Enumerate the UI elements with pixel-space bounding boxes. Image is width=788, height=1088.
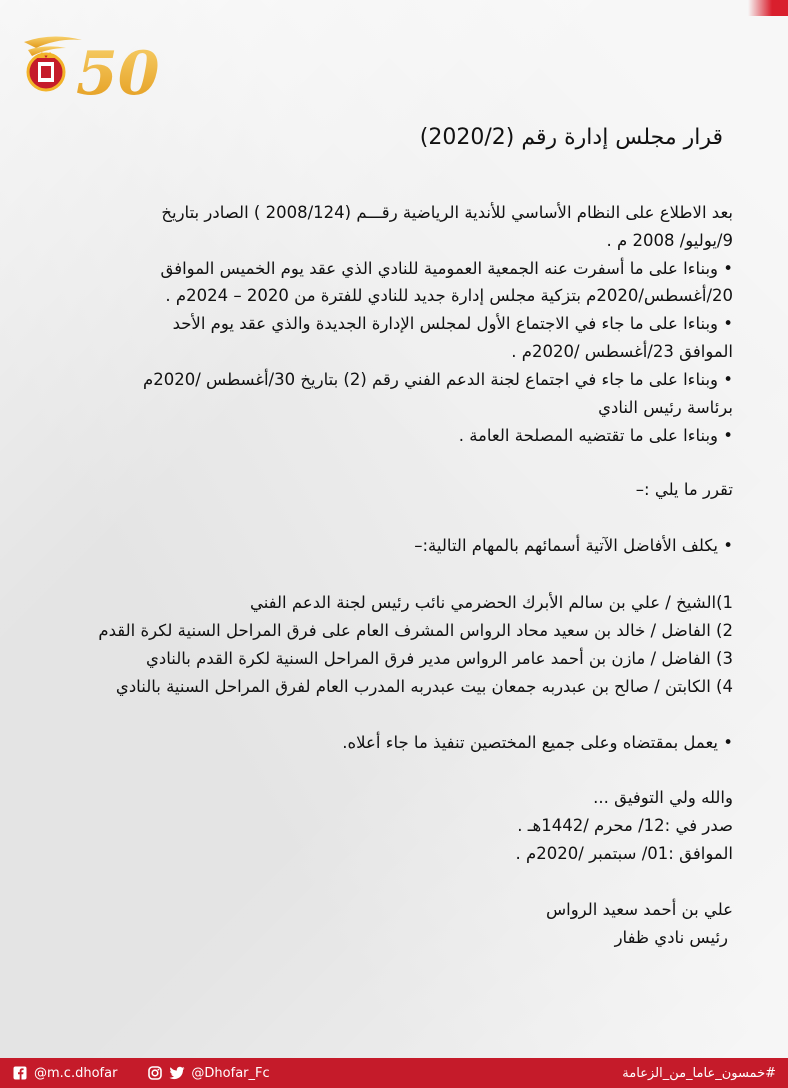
twitter-handle[interactable]: @Dhofar_Fc	[191, 1065, 270, 1081]
facebook-handle[interactable]: @m.c.dhofar	[34, 1065, 118, 1081]
issued-date-gregorian: الموافق :01/ سبتمبر /2020م .	[515, 844, 733, 863]
closing-blessing: والله ولي التوفيق ...	[593, 788, 733, 807]
facebook-icon[interactable]	[12, 1065, 28, 1081]
member-line: 1)الشيخ / علي بن سالم الأبرك الحضرمي نائب رئيس لجنة الدعم الفني	[249, 593, 733, 612]
preamble-line: • وبناءا على ما جاء في الاجتماع الأول لمجلس الإدارة الجديدة والذي عقد يوم الأحد	[172, 314, 733, 333]
svg-text:50: 50	[76, 39, 160, 108]
member-line: 2) الفاضل / خالد بن سعيد محاد الرواس المشرف العام على فرق المراحل السنية لكرة القدم	[98, 621, 733, 640]
assign-heading: • يكلف الأفاضل الآتية أسمائهم بالمهام التالية:–	[414, 536, 733, 555]
member-line: 3) الفاضل / مازن بن أحمد عامر الرواس مدير فرق المراحل السنية لكرة القدم بالنادي	[145, 649, 733, 668]
member-line: 4) الكابتن / صالح بن عبدربه جمعان بيت عبدربه المدرب العام لفرق المراحل السنية بالنادي	[115, 677, 733, 696]
preamble-line: 20/أغسطس/2020م بتزكية مجلس إدارة جديد للنادي للفترة من 2020 – 2024م .	[165, 286, 733, 305]
social-links	[12, 1065, 270, 1081]
decides-heading: تقرر ما يلي :–	[635, 480, 733, 499]
footer-bar	[0, 1058, 788, 1088]
preamble-line: برئاسة رئيس النادي	[598, 398, 733, 417]
issued-date-hijri: صدر في :12/ محرم /1442هـ .	[517, 816, 733, 835]
twitter-icon[interactable]	[169, 1065, 185, 1081]
signatory-role: رئيس نادي ظفار	[614, 928, 728, 947]
campaign-hashtag[interactable]: #خمسون_عاما_من_الزعامة	[622, 1065, 776, 1081]
corner-ribbon	[748, 0, 788, 16]
preamble-line: • وبناءا على ما أسفرت عنه الجمعية العمومية للنادي الذي عقد يوم الخميس الموافق	[160, 259, 733, 278]
signatory-name: علي بن أحمد سعيد الرواس	[545, 900, 733, 919]
instagram-icon[interactable]	[147, 1065, 163, 1081]
preamble-line: • وبناءا على ما تقتضيه المصلحة العامة .	[458, 426, 733, 445]
effective-clause: • يعمل بمقتضاه وعلى جميع المختصين تنفيذ ما جاء أعلاه.	[342, 733, 733, 752]
preamble-line: 9/يوليو/ 2008 م .	[606, 231, 733, 250]
decision-title: قرار مجلس إدارة رقم (2020/2)	[419, 125, 723, 150]
preamble-line: الموافق 23/أغسطس /2020م .	[511, 342, 733, 361]
preamble-line: بعد الاطلاع على النظام الأساسي للأندية الرياضية رقـــم (2008/124 ) الصادر بتاريخ	[161, 203, 733, 222]
preamble-line: • وبناءا على ما جاء في اجتماع لجنة الدعم الفني رقم (2) بتاريخ 30/أغسطس /2020م	[143, 370, 733, 389]
dhofar-50-logo	[22, 28, 162, 108]
